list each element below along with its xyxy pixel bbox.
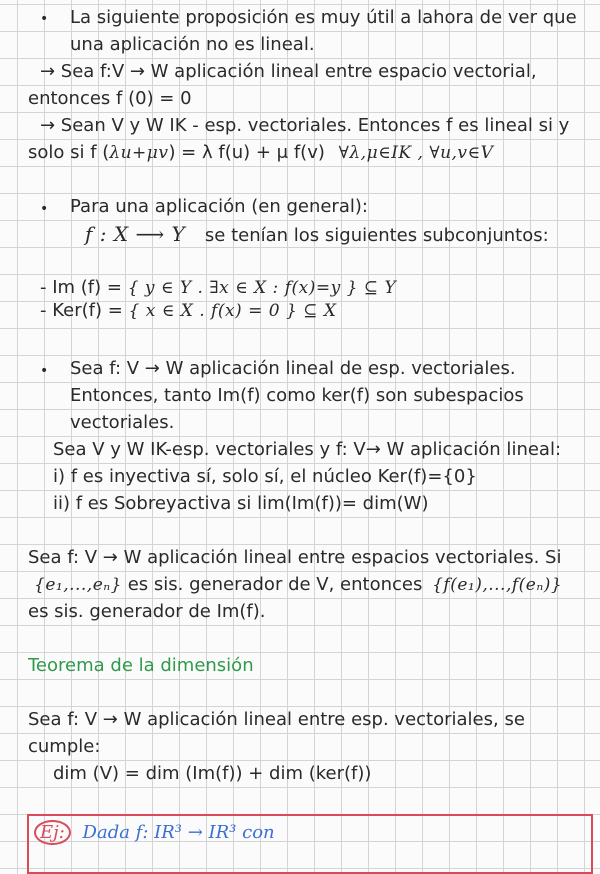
note-line [40, 300, 336, 322]
note-line: dim (V) = dim (Im(f)) + dim (ker(f)) [53, 763, 372, 784]
text-fragment: ) = λ f(u) + μ f(v) [168, 142, 325, 163]
note-line: vectoriales. [70, 412, 175, 433]
note-line: Sea V y W IK-esp. vectoriales y f: V→ W aplicación lineal: [53, 439, 562, 460]
note-line: Sea f: V → W aplicación lineal entre espacios vectoriales. Si [28, 547, 562, 568]
text-fragment: es sis. generador de V, entonces [127, 574, 423, 595]
note-line: entonces f (0) = 0 [28, 88, 192, 109]
handwritten-set: {f(e₁),...,f(eₙ)} [432, 575, 563, 595]
theorem-heading: Teorema de la dimensión [28, 655, 254, 676]
text-fragment: se tenían los siguientes subconjuntos: [204, 225, 549, 246]
bullet-1: • [40, 11, 49, 27]
note-line: cumple: [28, 736, 101, 757]
note-line: es sis. generador de Im(f). [28, 601, 266, 622]
text-fragment: - Im (f) = [40, 277, 122, 298]
handwritten-set: { x ∈ X . f(x) = 0 } ⊆ X [128, 301, 337, 321]
example-label: Ej: [34, 820, 71, 845]
bullet-3: • [40, 363, 49, 379]
note-line: i) f es inyectiva sí, solo sí, el núcleo Ker(f)={0} [53, 466, 477, 487]
text-fragment: - Ker(f) = [40, 300, 123, 321]
note-line [28, 142, 493, 164]
note-line: Para una aplicación (en general): [70, 196, 368, 217]
note-line [40, 277, 396, 299]
note-line: La siguiente proposición es muy útil a lahora de ver que [70, 7, 577, 28]
note-line: ii) f es Sobreyactiva si lim(Im(f))= dim(W) [53, 493, 429, 514]
bullet-2: • [40, 201, 49, 217]
note-line: Sea f: V → W aplicación lineal entre esp. vectoriales, se [28, 709, 525, 730]
note-line [85, 223, 549, 247]
handwritten-set: { y ∈ Y . ∃x ∈ X : f(x)=y } ⊆ Y [127, 278, 397, 298]
note-line: Entonces, tanto Im(f) como ker(f) son subespacios [70, 385, 524, 406]
note-line: → Sea f:V → W aplicación lineal entre espacio vectorial, [40, 61, 537, 82]
note-line: Sea f: V → W aplicación lineal de esp. vectoriales. [70, 358, 516, 379]
example-handwriting [34, 822, 275, 843]
note-line: → Sean V y W IK - esp. vectoriales. Entonces f es lineal si y [40, 115, 570, 136]
handwritten-map: f : X ⟶ Y [85, 222, 186, 246]
note-line: una aplicación no es lineal. [70, 34, 315, 55]
note-line [34, 574, 562, 596]
handwritten-expression: ∀λ,μ∈IK , ∀u,v∈V [338, 143, 494, 163]
handwritten-set: {e₁,...,eₙ} [34, 575, 122, 595]
handwritten-expression: λu+μv [109, 143, 169, 163]
example-text: Dada f: IR³ → IR³ con [82, 822, 275, 843]
text-fragment: solo si f ( [28, 142, 110, 163]
